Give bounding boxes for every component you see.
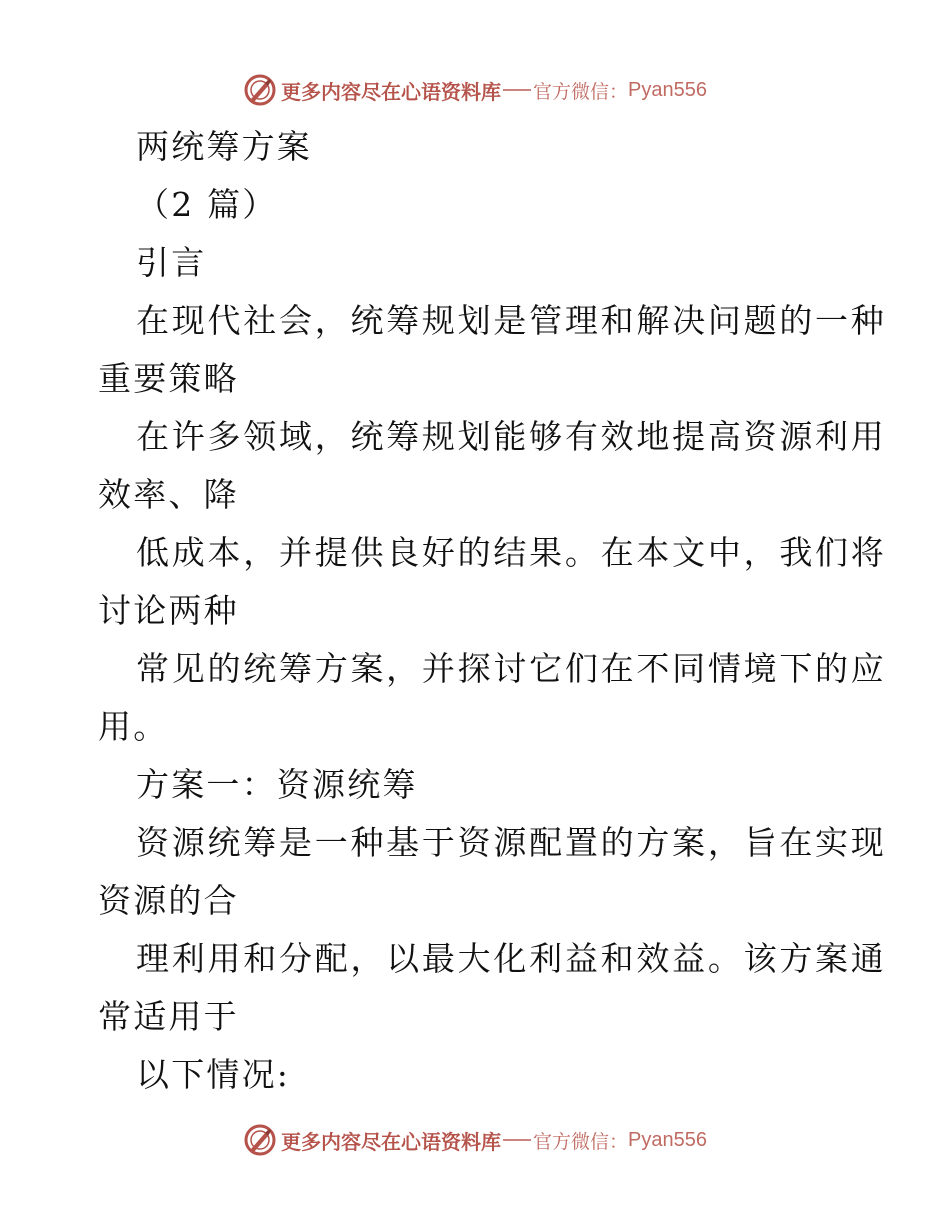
watermark-separator bbox=[503, 1139, 531, 1141]
watermark-site-text: 更多内容尽在心语资料库 bbox=[281, 1129, 501, 1154]
pen-logo-icon bbox=[243, 1123, 277, 1157]
footer-watermark bbox=[0, 1122, 950, 1158]
header-watermark bbox=[0, 72, 950, 108]
watermark-wechat-label: 官方微信： bbox=[533, 80, 629, 103]
paragraph-line: 常适用于 bbox=[98, 997, 239, 1036]
document-title: 两统筹方案 bbox=[136, 127, 312, 166]
paragraph-line: 在现代社会，统筹规划是管理和解决问题的一种 bbox=[136, 301, 886, 340]
section-heading: 方案一：资源统筹 bbox=[136, 765, 418, 804]
intro-heading: 引言 bbox=[136, 243, 207, 282]
document-body bbox=[98, 118, 886, 1104]
watermark-wechat-id: Pyan556 bbox=[628, 78, 707, 101]
paragraph-line: 资源的合 bbox=[98, 881, 239, 920]
paragraph-line: 讨论两种 bbox=[98, 591, 239, 630]
paragraph-line: 以下情况: bbox=[136, 1055, 291, 1094]
pen-logo-icon bbox=[243, 73, 277, 107]
watermark-wechat-id: Pyan556 bbox=[628, 1128, 707, 1151]
paragraph-line: 效率、降 bbox=[98, 475, 239, 514]
paragraph-line: 资源统筹是一种基于资源配置的方案，旨在实现 bbox=[136, 823, 886, 862]
paragraph-line: 低成本，并提供良好的结果。在本文中，我们将 bbox=[136, 533, 886, 572]
watermark-separator bbox=[503, 89, 531, 91]
watermark-wechat-label: 官方微信： bbox=[533, 1130, 629, 1153]
watermark-site-text: 更多内容尽在心语资料库 bbox=[281, 79, 501, 104]
paragraph-line: 常见的统筹方案，并探讨它们在不同情境下的应 bbox=[136, 649, 886, 688]
document-subtitle: （2 篇） bbox=[136, 185, 278, 224]
paragraph-line: 理利用和分配，以最大化利益和效益。该方案通 bbox=[136, 939, 886, 978]
paragraph-line: 在许多领域，统筹规划能够有效地提高资源利用 bbox=[136, 417, 886, 456]
paragraph-line: 重要策略 bbox=[98, 359, 239, 398]
paragraph-line: 用。 bbox=[98, 707, 169, 746]
